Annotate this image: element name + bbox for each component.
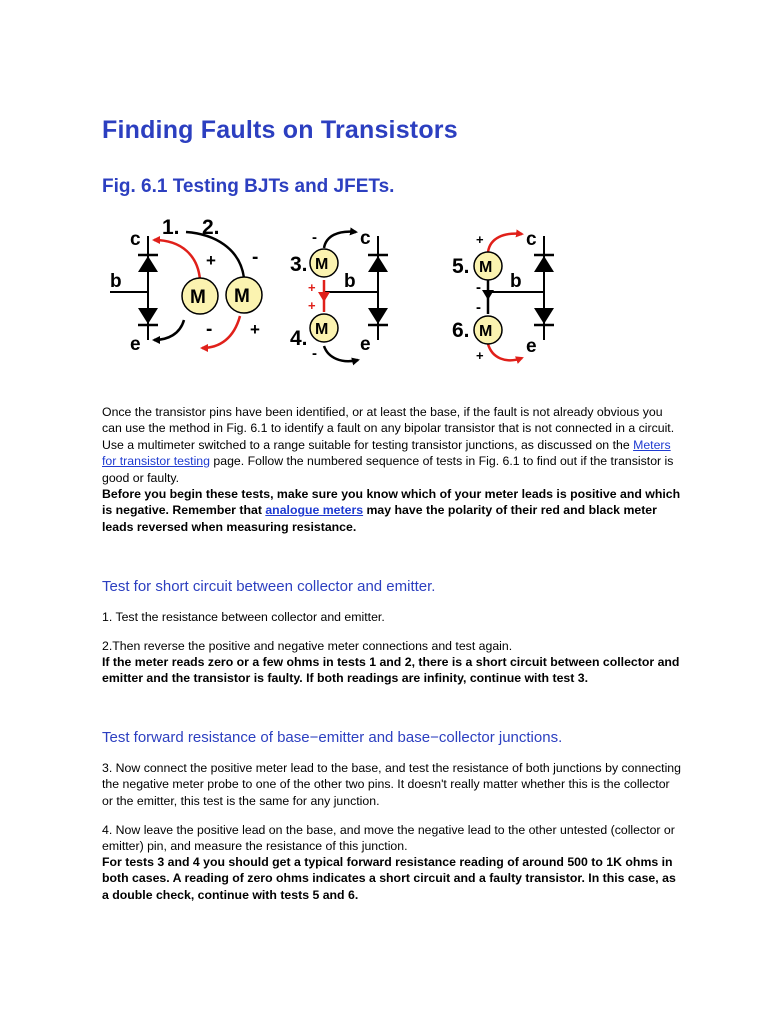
svg-text:-: - <box>252 247 259 268</box>
test-number-2: 2. <box>202 216 220 239</box>
label-base: b <box>510 271 522 292</box>
analogue-meters-link[interactable]: analogue meters <box>265 503 364 518</box>
svg-text:-: - <box>476 299 481 316</box>
test-number-5: 5. <box>452 255 470 278</box>
figure-caption: Fig. 6.1 Testing BJTs and JFETs. <box>102 176 395 197</box>
label-base: b <box>110 271 122 292</box>
diagram-tests-3-4 <box>290 228 388 362</box>
diagram-tests-1-2 <box>110 216 262 355</box>
meter-3: M <box>315 256 329 273</box>
meter-4: M <box>315 321 329 338</box>
svg-text:-: - <box>312 229 317 246</box>
intro-text: Once the transistor pins have been identified, or at least the base, if the fault is not already obvious you can use the method in Fig. 6.1 to identify a fault on any bipolar transistor that is not connected in a circuit. Use a multimeter switched to a range suitable for testing transistor junctions, as discussed on the Meters for transistor testing page. Follow the numbered sequence of tests in Fig. 6.1 to find out if the transistor is good or faulty. Before you begin these tests, make sure you know which of your meter leads is positive and which is negative. Remember that analogue meters may have the polarity of their red and black meter leads reversed when measuring resistance. <box>102 405 681 534</box>
svg-text:+: + <box>308 280 316 295</box>
step-2-text: 2.Then reverse the positive and negative meter connections and test again. <box>102 639 513 653</box>
step-1-text: 1. Test the resistance between collector and emitter. <box>102 610 385 624</box>
label-collector: c <box>130 229 141 250</box>
svg-text:+: + <box>206 251 216 270</box>
svg-text:+: + <box>308 298 316 313</box>
step-4-text: 4. Now leave the positive lead on the base, and move the negative lead to the other untested (collector or emitter) pin, and measure the resistance of this junction. <box>102 823 675 854</box>
svg-text:-: - <box>476 279 481 296</box>
section2-result-text: For tests 3 and 4 you should get a typical forward resistance reading of around 500 to 1K ohms in both cases. A reading of zero ohms indicates a short circuit and a faulty transistor. In this case, as a double check, continue with tests 5 and 6. <box>102 855 676 902</box>
test-number-1: 1. <box>162 216 180 239</box>
section-heading-forward-resistance: Test forward resistance of base−emitter and base−collector junctions. <box>102 729 563 746</box>
label-collector: c <box>360 228 371 249</box>
section1-result-text: If the meter reads zero or a few ohms in tests 1 and 2, there is a short circuit between collector and emitter and the transistor is faulty. If both readings are infinity, continue with test 3. <box>102 655 680 686</box>
label-emitter: e <box>526 336 537 357</box>
svg-text:+: + <box>250 320 260 339</box>
label-base: b <box>344 271 356 292</box>
svg-text:-: - <box>312 345 317 362</box>
meter-1: M <box>190 287 206 308</box>
svg-text:+: + <box>476 348 484 363</box>
label-collector: c <box>526 229 537 250</box>
diagram-tests-5-6 <box>452 229 554 363</box>
step-3-text: 3. Now connect the positive meter lead to the base, and test the resistance of both junctions by connecting the negative meter probe to one of the other two pins. It doesn't really matter whether this is the collector or the emitter, this test is the same for any junction. <box>102 761 681 808</box>
test-number-6: 6. <box>452 319 470 342</box>
page-title: Finding Faults on Transistors <box>102 116 458 144</box>
meter-6: M <box>479 323 493 340</box>
test-number-4: 4. <box>290 327 308 350</box>
meter-5: M <box>479 259 493 276</box>
warning-text: Before you begin these tests, make sure you know which of your meter leads is positive and which is negative. Remember that analogue meters may have the polarity of their red and black meter leads reversed when measuring resistance. <box>102 487 681 534</box>
transistor-test-diagram <box>102 208 582 373</box>
test-number-3: 3. <box>290 253 308 276</box>
section-heading-short-circuit: Test for short circuit between collector and emitter. <box>102 578 436 595</box>
label-emitter: e <box>360 334 371 355</box>
meter-2: M <box>234 286 250 307</box>
meters-for-transistor-testing-link[interactable]: Meters for transistor testing <box>102 437 671 469</box>
svg-text:+: + <box>476 232 484 247</box>
svg-text:-: - <box>206 319 213 340</box>
label-emitter: e <box>130 334 141 355</box>
